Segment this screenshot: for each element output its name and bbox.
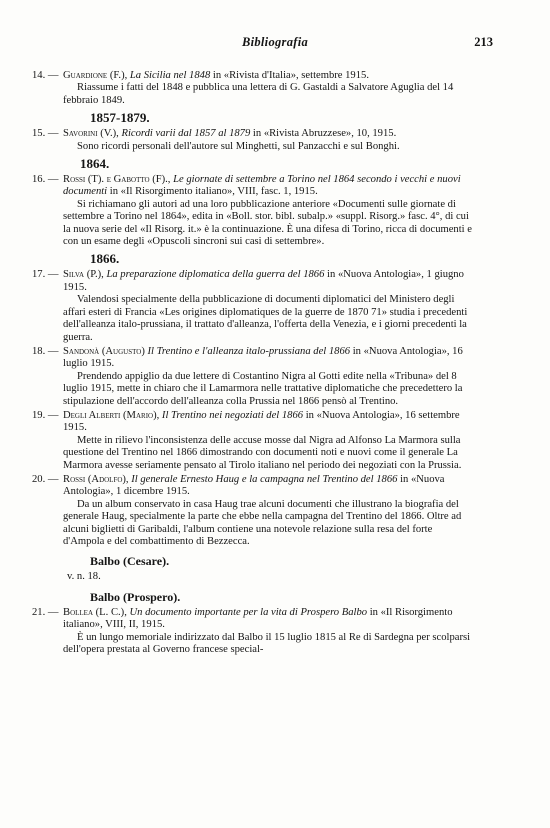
entry-author: Rossi (Adolfo), <box>63 473 129 485</box>
entry-author: Bollea (L. C.), <box>63 606 127 618</box>
entry-title: Ricordi varii dal 1857 al 1879 <box>121 128 251 140</box>
entry-description: Mette in rilievo l'inconsistenza delle accuse mosse dal Nigra ad Alfonso La Marmora sulla questione del Trentino nel 1866 dimostrando con documenti noti e nuovi come il generale La Marmora avesse seriamente pensato al Tirolo italiano nel periodo dei negoziati con la Prussia. <box>63 434 462 471</box>
citation <box>63 474 474 499</box>
entry-source: in «Il Risorgimento italiano», VIII, fasc. 1, 1915. <box>107 186 318 198</box>
citation <box>63 174 474 199</box>
entry-author: Silva (P.), <box>63 269 104 281</box>
entry-title: Le giornate di settembre a Torino nel 1864 secondo i vecchi e nuovi documenti <box>63 174 461 198</box>
entry-description: Si richiamano gli autori ad una loro pubblicazione anteriore «Documenti sulle giornate di settembre a Torino nel 1864», edita in «Boll. stor. bibl. subalp.» «suppl. Risorg.» fasc. 4°, di cui la nuova serie del «Il Risorg. it.» è la continuazione. È una difesa di Torino, ricca di documenti e con un esame degli «Opuscoli sincroni sui casi di settembre». <box>63 198 472 248</box>
person-heading: Balbo (Cesare). <box>90 554 170 569</box>
entry-description: È un lungo memoriale indirizzato dal Balbo il 15 luglio 1815 al Re di Sardegna per scolparsi dell'opera prestata al Governo francese special- <box>63 631 471 656</box>
entry-title: Il Trentino e l'alleanza italo-prussiana del 1866 <box>147 345 351 357</box>
entry-author: Rossi (T). e Gabotto (F)., <box>63 174 171 186</box>
entry-number: 17. — <box>32 269 59 281</box>
entry-source: in «Nuova Antologia», 16 settembre 1915. <box>63 409 460 434</box>
bib-entry-14 <box>32 70 474 107</box>
running-title: Bibliografia <box>241 35 309 49</box>
entry-number: 19. — <box>32 409 59 421</box>
entry-description: Sono ricordi personali dell'autore sul Minghetti, sul Panzacchi e sul Bonghi. <box>77 140 400 152</box>
entry-title: La preparazione diplomatica della guerra del 1866 <box>106 269 325 281</box>
bib-entry-18 <box>32 346 474 408</box>
page-number: 213 <box>474 35 493 49</box>
entry-title: Il Trentino nei negoziati del 1866 <box>161 409 304 421</box>
person-heading: Balbo (Prospero). <box>90 589 181 604</box>
entry-title: Un documento importante per la vita di Prospero Balbo <box>129 606 368 618</box>
entry-number: 15. — <box>32 128 59 140</box>
year-heading: 1864. <box>80 156 110 172</box>
entry-description: Da un album conservato in casa Haug trae alcuni documenti che illustrano la biografia del generale Haug, specialmente la parte che ebbe nella campagna del Trentino del 1866. Oltre ad alcuni biglietti di Garibaldi, l'album contiene una notevole relazione sulla resa del forte d'Ampola e del combattimento di Bezzecca. <box>63 498 462 547</box>
entry-number: 20. — <box>32 473 59 485</box>
year-heading: 1866. <box>90 251 120 267</box>
entry-description: Prendendo appiglio da due lettere di Costantino Nigra al Gotti edite nella «Tribuna» del 8 luglio 1915, mette in chiaro che il Lamarmora nelle trattative diplomatiche che precedettero la stipulazione dell'accordo dell'alleanza colla Prussia nel 1866 pensò al Trentino. <box>63 370 463 407</box>
entry-source: in «Nuova Antologia», 16 luglio 1915. <box>63 345 463 370</box>
entry-author: Guardione (F.), <box>63 70 128 81</box>
entry-source: in «Rivista d'Italia», settembre 1915. <box>210 70 369 81</box>
citation <box>63 410 474 435</box>
citation <box>63 346 474 371</box>
entry-source: in «Nuova Antologia», 1 dicembre 1915. <box>63 473 445 498</box>
entry-author: Degli Alberti (Mario), <box>63 409 160 421</box>
bib-entry-20 <box>32 474 474 548</box>
entry-number: 14. — <box>32 70 59 81</box>
entry-source: in «Il Risorgimento italiano», VIII, II, 1915. <box>63 606 453 631</box>
bib-entry-16 <box>32 174 474 248</box>
entry-number: 18. — <box>32 345 59 357</box>
entry-source: in «Rivista Abruzzese», 10, 1915. <box>250 128 397 140</box>
citation <box>63 269 474 294</box>
entry-title: Il generale Ernesto Haug e la campagna nel Trentino del 1866 <box>131 473 398 485</box>
bib-entry-15 <box>32 128 474 153</box>
bib-entry-21 <box>32 607 474 657</box>
bibliography-body <box>32 68 474 656</box>
bib-entry-19 <box>32 410 474 472</box>
citation <box>63 70 474 82</box>
entry-number: 21. — <box>32 606 59 618</box>
citation <box>63 607 474 632</box>
entry-description: Valendosi specialmente della pubblicazione di documenti diplomatici del Ministero degli affari esteri di Francia «Les origines diplomatiques de la guerre de 1870 71» studia i precedenti dell'alleanza italo-prussiana, il trattato d'alleanza, l'offerta della Venezia, e i giorni precedenti la guerra. <box>63 294 468 343</box>
entry-source: in «Nuova Antologia», 1 giugno 1915. <box>63 269 464 293</box>
entry-number: 16. — <box>32 174 59 186</box>
citation <box>63 128 474 140</box>
entry-author: Savorini (V.), <box>63 128 119 140</box>
entry-title: La Sicilia nel 1848 <box>129 70 211 81</box>
year-heading: 1857-1879. <box>90 110 150 126</box>
entry-author: Sandonà (Augusto) <box>63 345 145 357</box>
entry-description: Riassume i fatti del 1848 e pubblica una lettera di G. Gastaldi a Salvatore Aguglia del 14 febbraio 1849. <box>63 82 454 106</box>
bib-entry-17 <box>32 269 474 343</box>
cross-reference: v. n. 18. <box>67 571 101 583</box>
